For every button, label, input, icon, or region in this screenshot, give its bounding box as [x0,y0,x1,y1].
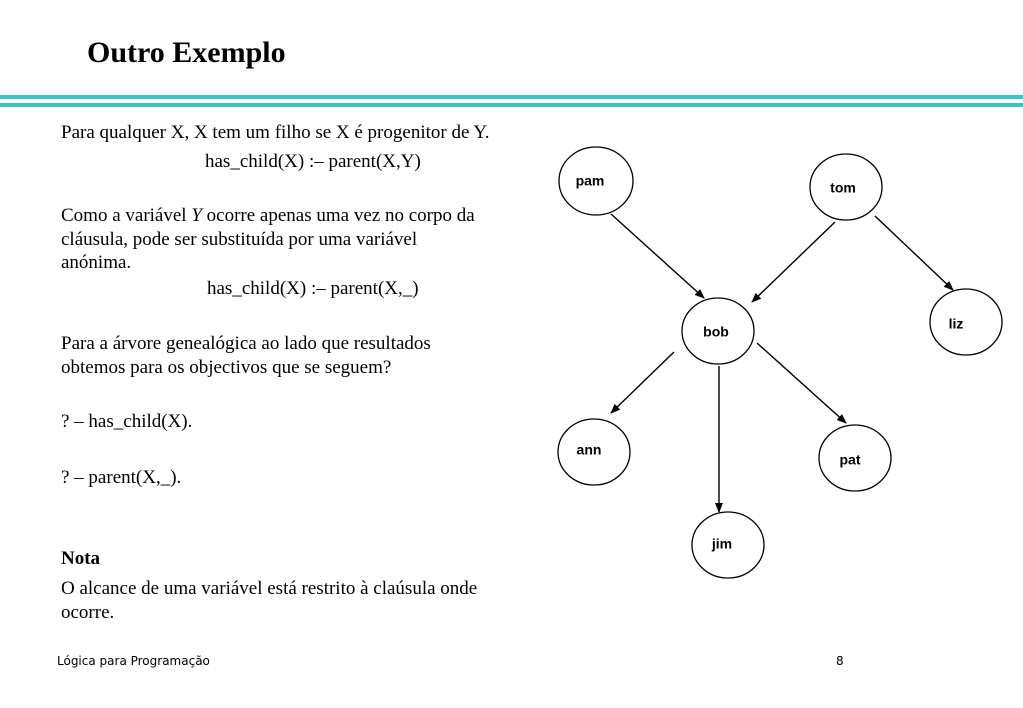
node-pam [559,147,633,215]
node-liz-label: liz [948,315,964,332]
query-has-child: ? – has_child(X). [61,411,193,432]
edge-bob-ann [611,352,674,413]
footer-page-number: 8 [836,654,844,668]
intro-paragraph: Para qualquer X, X tem um filho se X é progenitor de Y. [61,122,490,143]
node-pat-label: pat [839,451,861,468]
node-liz-circle [930,289,1002,355]
node-bob-label: bob [703,323,729,340]
code-has-child: has_child(X) :– parent(X,Y) [205,151,421,172]
node-ann-label: ann [576,441,602,458]
node-tom-label: tom [830,179,856,196]
anon-var-line-2: cláusula, pode ser substituída por uma variável [61,229,418,250]
node-jim [692,512,764,578]
footer-course-name: Lógica para Programação [57,654,210,668]
nota-line-1: O alcance de uma variável está restrito à claúsula onde [61,578,478,599]
question-line-1: Para a árvore genealógica ao lado que resultados [61,333,431,354]
code-has-child-anon: has_child(X) :– parent(X,_) [207,278,419,299]
nota-line-2: ocorre. [61,602,115,623]
tree-nodes [558,147,1002,578]
node-ann [558,419,630,485]
question-line-2: obtemos para os objectivos que se seguem? [61,357,392,378]
node-tom [810,154,882,220]
anon-var-text-b: ocorre apenas uma vez no corpo da [201,205,475,226]
edge-tom-liz [875,216,953,290]
node-pam-label: pam [575,172,605,189]
node-liz [930,289,1002,355]
variable-y: Y [191,205,202,226]
edge-pam-bob [611,214,704,298]
slide-title: Outro Exemplo [87,36,286,69]
nota-heading: Nota [61,548,101,569]
query-parent: ? – parent(X,_). [61,467,182,488]
edge-tom-bob [752,222,835,302]
anon-var-text-a: Como a variável [61,205,192,226]
edge-bob-pat [757,343,846,423]
anon-var-line-3: anónima. [61,252,132,273]
node-pat [819,425,891,491]
node-jim-label: jim [711,535,733,552]
node-bob [682,298,754,364]
tree-edges [611,214,953,512]
